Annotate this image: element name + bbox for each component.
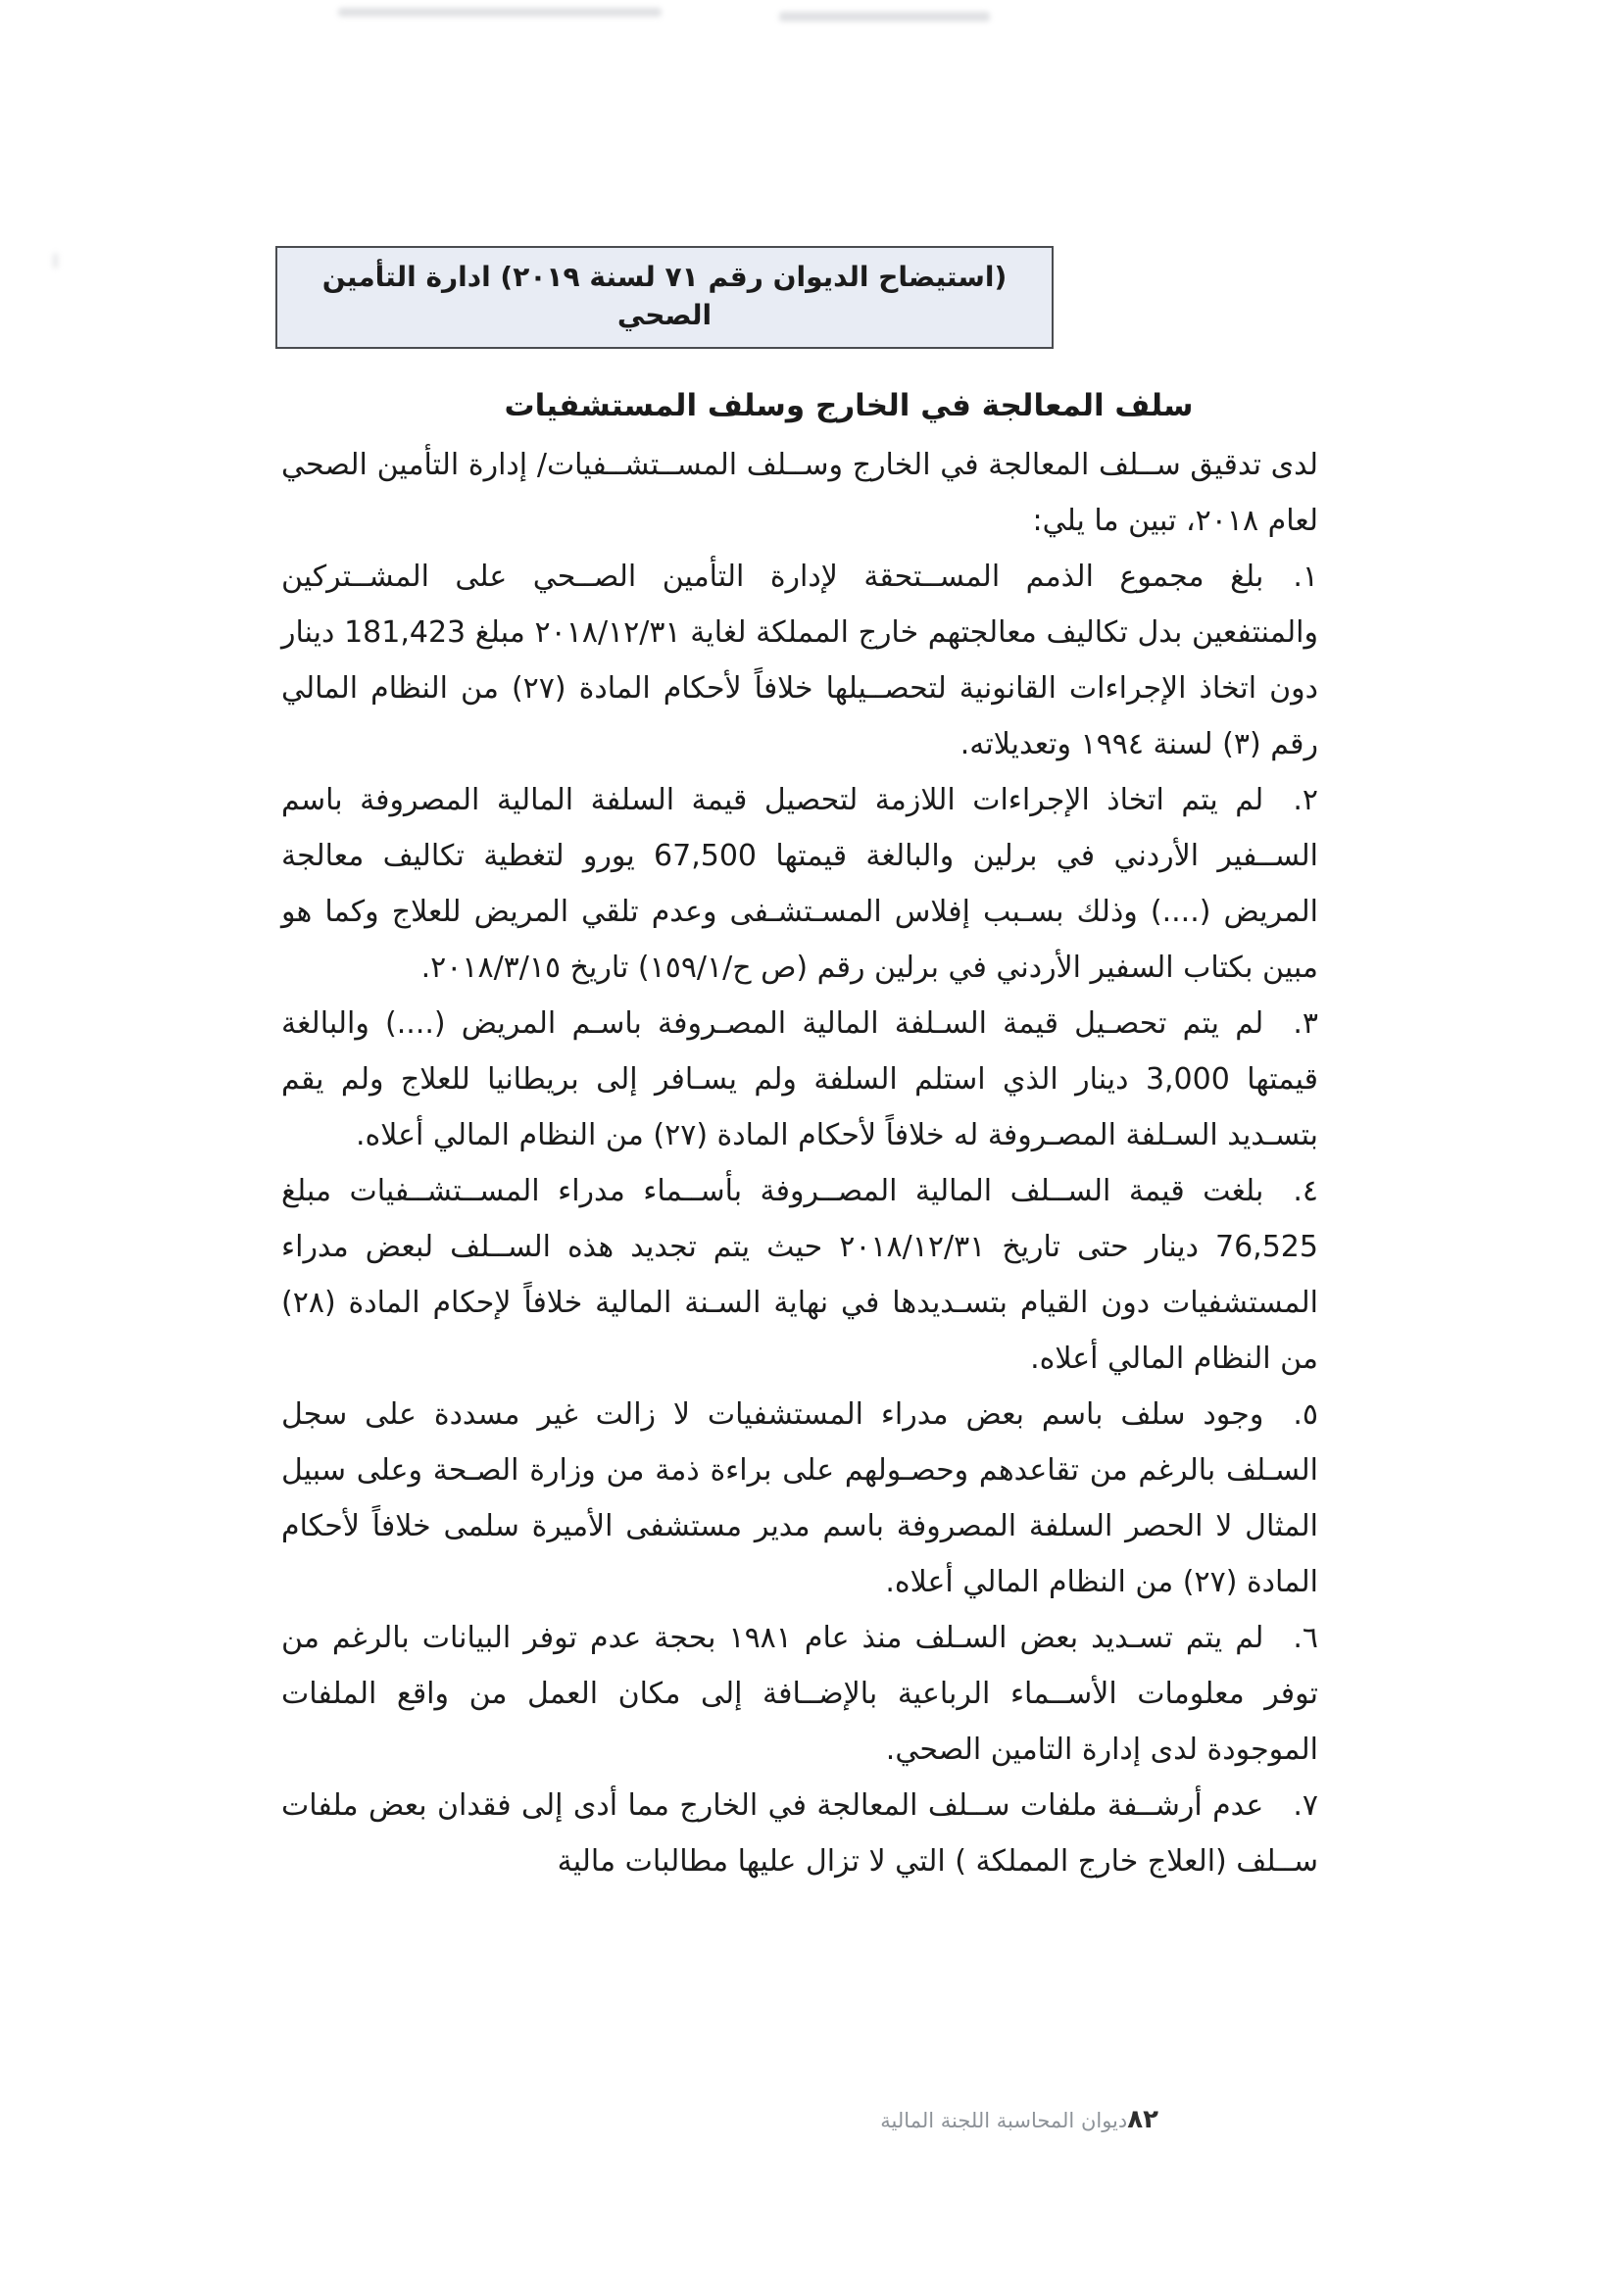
finding-text: بلغت قيمة الســلف المالية المصــروفة بأســماء مدراء المســتشــفيات مبلغ 76,525 دينار حتى تاريخ ٢٠١٨/١٢/٣١ حيث يتم تجديد هذه الســلف لبعض مدراء المستشفيات دون القيام بتسـديدها في نهاية السـنة المالية خلافاً لإحكام المادة (٢٨) من النظام المالي أعلاه.	[281, 1174, 1318, 1376]
finding-item-6	[281, 1610, 1318, 1778]
finding-number: ٤.	[1293, 1174, 1318, 1208]
finding-number: ٥.	[1293, 1397, 1318, 1432]
finding-text: بلغ مجموع الذمم المســتحقة لإدارة التأمين الصــحي على المشــتركين والمنتفعين بدل تكاليف معالجتهم خارج المملكة لغاية ٢٠١٨/١٢/٣١ مبلغ 181,423 دينار دون اتخاذ الإجراءات القانونية لتحصــيلها خلافاً لأحكام المادة (٢٧) من النظام المالي رقم (٣) لسنة ١٩٩٤ وتعديلاته.	[281, 560, 1318, 761]
finding-text: عدم أرشــفة ملفات ســلف المعالجة في الخارج مما أدى إلى فقدان بعض ملفات ســلف (العلاج خارج المملكة ) التي لا تزال عليها مطالبات مالية	[281, 1788, 1318, 1879]
page-footer	[880, 2105, 1158, 2134]
scan-artifact	[53, 253, 58, 269]
finding-text: لم يتم اتخاذ الإجراءات اللازمة لتحصيل قيمة السلفة المالية المصروفة باسم الســفير الأردني في برلين والبالغة قيمتها 67,500 يورو لتغطية تكاليف معالجة المريض (....) وذلك بسـبب إفلاس المسـتشـفى وعدم تلقي المريض للعلاج وكما هو مبين بكتاب السفير الأردني في برلين رقم (ص ح/١٥٩/١) تاريخ ٢٠١٨/٣/١٥.	[281, 783, 1318, 985]
section-title: سلف المعالجة في الخارج وسلف المستشفيات	[504, 388, 1194, 423]
finding-item-7	[281, 1778, 1318, 1889]
finding-text: لم يتم تحصـيل قيمة السـلفة المالية المصـروفة باسـم المريض (....) والبالغة قيمتها 3,000 دينار الذي استلم السلفة ولم يسـافر إلى بريطانيا للعلاج ولم يقم بتسـديد السـلفة المصـروفة له خلافاً لأحكام المادة (٢٧) من النظام المالي أعلاه.	[281, 1006, 1318, 1152]
finding-number: ٦.	[1293, 1621, 1319, 1655]
finding-number: ٢.	[1293, 783, 1318, 817]
document-body	[281, 388, 1318, 1889]
finding-number: ٣.	[1293, 1006, 1318, 1041]
findings-list	[281, 549, 1318, 1889]
finding-item-3	[281, 996, 1318, 1163]
finding-number: ١.	[1293, 560, 1318, 594]
footer-text: ديوان المحاسبة اللجنة المالية	[880, 2109, 1128, 2132]
finding-text: لم يتم تسـديد بعض السـلف منذ عام ١٩٨١ بحجة عدم توفر البيانات بالرغم من توفر معلومات الأســماء الرباعية بالإضــافة إلى مكان العمل من واقع الملفات الموجودة لدى إدارة التامين الصحي.	[281, 1621, 1318, 1767]
finding-number: ٧.	[1293, 1788, 1318, 1823]
finding-item-1	[281, 549, 1318, 772]
finding-text: وجود سلف باسم بعض مدراء المستشفيات لا زالت غير مسددة على سجل السـلف بالرغم من تقاعدهم وحصـولهم على براءة ذمة من وزارة الصـحة وعلى سبيل المثال لا الحصر السلفة المصروفة باسم مدير مستشفى الأميرة سلمى خلافاً لأحكام المادة (٢٧) من النظام المالي أعلاه.	[281, 1397, 1318, 1599]
clarification-header-box	[275, 246, 1054, 349]
scan-artifact	[779, 12, 990, 22]
clarification-header-text: (استيضاح الديوان رقم ٧١ لسنة ٢٠١٩) ادارة التأمين الصحي	[321, 261, 1008, 332]
intro-paragraph: لدى تدقيق ســلف المعالجة في الخارج وســلف المســتشــفيات/ إدارة التأمين الصحي لعام ٢٠١٨، تبين ما يلي:	[281, 448, 1318, 538]
finding-item-2	[281, 772, 1318, 996]
scan-artifact	[338, 8, 662, 17]
finding-item-5	[281, 1387, 1318, 1610]
page-number: ٨٢	[1127, 2105, 1158, 2134]
finding-item-4	[281, 1163, 1318, 1387]
